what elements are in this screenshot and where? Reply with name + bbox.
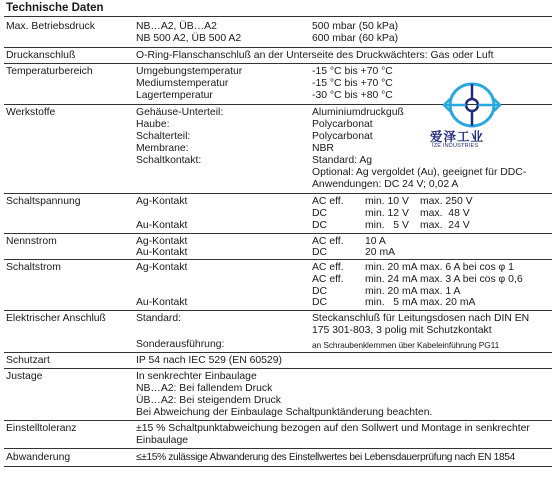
table-cell: 500 mbar (50 kPa) (312, 21, 399, 32)
table-divider (4, 63, 552, 64)
table-cell: Sonderausführung: (136, 339, 225, 350)
table-divider (4, 16, 552, 17)
table-cell: max. 1 A (420, 286, 461, 297)
table-cell: O-Ring-Flanschanschluß an der Unterseite des Druckwächters: Gas oder Luft (136, 50, 494, 61)
logo-name-cn: 爱泽工业 (430, 129, 485, 144)
table-cell: AC eff. (312, 262, 344, 273)
table-cell: Aluminiumdruckguß (312, 107, 404, 118)
table-cell: Umgebungstemperatur (136, 66, 243, 77)
table-cell: Schalterteil: (136, 131, 191, 142)
table-cell: Standard: (136, 313, 182, 324)
table-cell: 20 mA (365, 247, 396, 258)
table-cell: ÜB…A2: Bei steigendem Druck (136, 395, 281, 406)
table-cell: ≤±15% zulässige Abwanderung des Einstellwertes bei Lebensdauerprüfung nach EN 1854 (136, 452, 515, 463)
table-cell: Ag-Kontakt (136, 196, 188, 207)
table-divider (4, 420, 552, 421)
table-divider (4, 310, 552, 311)
table-divider (4, 466, 552, 467)
table-cell: Ag-Kontakt (136, 236, 188, 247)
table-cell: Steckanschluß für Leitungsdosen nach DIN EN (312, 313, 530, 324)
row-label: Einstelltoleranz (6, 423, 77, 434)
table-cell: Au-Kontakt (136, 247, 188, 258)
row-label: Max. Betriebsdruck (6, 21, 95, 32)
table-cell: Haube: (136, 119, 170, 130)
table-cell: min. 10 V (365, 196, 409, 207)
table-cell: Ag-Kontakt (136, 262, 188, 273)
table-cell: Gehäuse-Unterteil: (136, 107, 224, 118)
table-cell: Schaltkontakt: (136, 155, 202, 166)
table-cell: max. 250 V (420, 196, 473, 207)
table-cell: max. 24 V (420, 220, 470, 231)
table-cell: max. 48 V (420, 208, 470, 219)
table-cell: min. 20 mA (365, 286, 418, 297)
table-cell: min. 5 mA (365, 297, 418, 308)
table-cell: max. 3 A bei cos φ 0,6 (420, 274, 523, 285)
row-label: Schaltspannung (6, 196, 81, 207)
table-cell: NB…A2, ÜB…A2 (136, 21, 217, 32)
row-label: Nennstrom (6, 236, 57, 247)
row-label: Temperaturbereich (6, 66, 93, 77)
table-cell: -30 °C bis +80 °C (312, 90, 393, 101)
table-divider (4, 259, 552, 260)
table-cell: DC (312, 208, 328, 219)
table-divider (4, 193, 552, 194)
table-cell: an Schraubenklemmen über Kabeleinführung PG11 (312, 340, 500, 350)
table-cell: min. 5 V (365, 220, 409, 231)
table-cell: NBR (312, 143, 334, 154)
table-cell: Anwendungen: DC 24 V; 0,02 A (312, 179, 459, 190)
row-label: Abwanderung (6, 452, 71, 463)
table-divider (4, 448, 552, 449)
table-cell: Polycarbonat (312, 119, 373, 130)
table-cell: DC (312, 247, 328, 258)
table-cell: Polycarbonat (312, 131, 373, 142)
table-divider (4, 233, 552, 234)
table-cell: AC eff. (312, 274, 344, 285)
table-cell: In senkrechter Einbaulage (136, 371, 257, 382)
table-cell: NB 500 A2, ÜB 500 A2 (136, 33, 242, 44)
table-cell: -15 °C bis +70 °C (312, 66, 393, 77)
table-cell: AC eff. (312, 236, 344, 247)
table-cell: DC (312, 220, 328, 231)
table-cell: 175 301-803, 3 polig mit Schutzkontakt (312, 325, 492, 336)
table-cell: DC (312, 297, 328, 308)
table-divider (4, 352, 552, 353)
table-cell: IP 54 nach IEC 529 (EN 60529) (136, 355, 282, 366)
logo-name-en: IZE INDUSTRIES (432, 143, 479, 149)
table-cell: Membrane: (136, 143, 189, 154)
table-cell: Bei Abweichung der Einbaulage Schaltpunktänderung beachten. (136, 407, 433, 418)
row-label: Schutzart (6, 355, 50, 366)
table-cell: Au-Kontakt (136, 297, 188, 308)
row-label: Werkstoffe (6, 107, 56, 118)
table-cell: -15 °C bis +70 °C (312, 78, 393, 89)
table-cell: Mediumstemperatur (136, 78, 229, 89)
table-cell: DC (312, 286, 328, 297)
row-label: Justage (6, 371, 43, 382)
table-divider (4, 368, 552, 369)
table-cell: AC eff. (312, 196, 344, 207)
table-cell: min. 24 mA (365, 274, 418, 285)
table-cell: ±15 % Schaltpunktabweichung bezogen auf den Sollwert und Montage in senkrechter (136, 423, 530, 434)
table-cell: Einbaulage (136, 435, 188, 446)
table-cell: min. 20 mA (365, 262, 418, 273)
row-label: Druckanschluß (6, 50, 76, 61)
table-cell: max. 20 mA (420, 297, 476, 308)
table-cell: 10 A (365, 236, 386, 247)
table-cell: 600 mbar (60 kPa) (312, 33, 399, 44)
row-label: Schaltstrom (6, 262, 61, 273)
table-divider (4, 47, 552, 48)
table-cell: Optional: Ag vergoldet (Au), geeignet für DDC- (312, 167, 527, 178)
table-cell: Lagertemperatur (136, 90, 213, 101)
table-cell: max. 6 A bei cos φ 1 (420, 262, 514, 273)
table-cell: Standard: Ag (312, 155, 373, 166)
table-cell: Au-Kontakt (136, 220, 188, 231)
page-title: Technische Daten (6, 2, 104, 14)
row-label: Elektrischer Anschluß (6, 313, 106, 324)
table-cell: NB…A2: Bei fallendem Druck (136, 383, 273, 394)
table-cell: min. 12 V (365, 208, 409, 219)
